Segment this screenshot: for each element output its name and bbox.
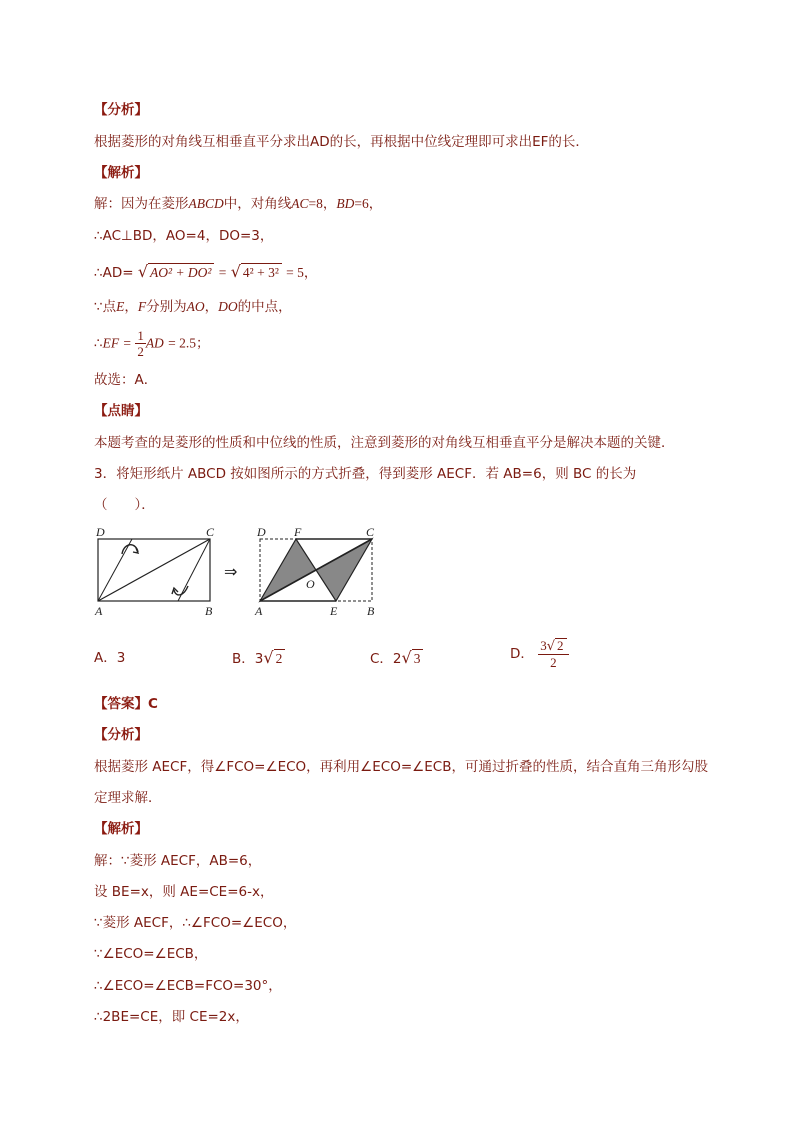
text: =8，	[308, 196, 337, 211]
radical-icon: √	[401, 648, 412, 667]
heading-comment: 【点睛】	[94, 403, 148, 419]
label-a: A	[255, 604, 263, 618]
heading-analysis-1: 【分析】	[94, 102, 148, 118]
var-ad: AD	[145, 335, 164, 351]
radicand: 3	[412, 649, 424, 668]
heading-solution-1: 【解析】	[94, 165, 148, 181]
figure-rectangle	[92, 524, 222, 620]
heading-solution-2: 【解析】	[94, 821, 148, 837]
radicand: 2	[555, 638, 567, 653]
label-f: F	[294, 525, 302, 539]
var-ef: EF	[102, 335, 120, 351]
question-stem: 3．将矩形纸片 ABCD 按如图所示的方式折叠，得到菱形 AECF．若 AB=6，则 BC 的长为	[94, 466, 637, 482]
solution-line-4	[94, 297, 292, 317]
diagonal-ac	[260, 539, 372, 601]
solution-line-1	[94, 194, 382, 214]
text: =	[218, 265, 227, 280]
var-e: E	[116, 299, 125, 314]
text: ，	[204, 299, 219, 315]
var-ao: AO	[186, 299, 205, 314]
numerator: 1	[137, 328, 144, 343]
label-a: A	[95, 604, 103, 618]
text: ∴AD=	[94, 265, 134, 281]
label-e: E	[330, 604, 338, 618]
shaded-triangle-right	[316, 539, 372, 601]
radical-icon: √	[263, 648, 274, 667]
label-b: B	[367, 604, 375, 618]
solution2-line-3: ∵菱形 AECF，∴∠FCO=∠ECO，	[94, 915, 297, 931]
label-o: O	[306, 577, 315, 591]
text: = 2.5；	[168, 335, 210, 351]
text: 3	[540, 638, 547, 653]
radical-icon: √	[230, 262, 241, 281]
solution2-line-4: ∵∠ECO=∠ECB，	[94, 946, 208, 962]
solution2-line-6: ∴2BE=CE，即 CE=2x，	[94, 1009, 249, 1025]
text: ∴	[94, 335, 103, 352]
text: B．3	[232, 651, 264, 667]
text: 分别为	[146, 299, 187, 315]
heading-analysis-2: 【分析】	[94, 727, 148, 743]
label-d: D	[96, 525, 105, 539]
var-bd: BD	[336, 196, 355, 211]
text: ，	[124, 299, 138, 315]
question-bracket: （ ）．	[94, 497, 155, 513]
numerator	[538, 638, 568, 655]
fraction	[538, 638, 568, 670]
radical-icon: √	[546, 639, 555, 654]
text: =	[123, 335, 132, 351]
solution2-line-2: 设 BE=x，则 AE=CE=6-x，	[94, 884, 274, 900]
solution2-line-5: ∴∠ECO=∠ECB=FCO=30°，	[94, 978, 282, 994]
radical-icon: √	[137, 262, 149, 281]
label-b: B	[205, 604, 213, 618]
text: D．	[510, 646, 534, 662]
solution2-line-1: 解：∵菱形 AECF，AB=6，	[94, 853, 262, 869]
shaded-triangle-left	[260, 539, 316, 601]
solution-line-2: ∴AC⊥BD，AO=4，DO=3，	[94, 228, 274, 244]
var-abcd: ABCD	[188, 196, 224, 211]
option-d	[510, 638, 569, 670]
fraction	[135, 328, 146, 359]
var-f: F	[137, 299, 147, 314]
solution-line-6: 故选：A．	[94, 372, 158, 388]
comment-text: 本题考查的是菱形的性质和中位线的性质，注意到菱形的对角线互相垂直平分是解决本题的关键．	[94, 435, 675, 451]
text: 的中点，	[237, 299, 292, 315]
denominator: 2	[137, 344, 144, 359]
analysis-text-2a: 根据菱形 AECF，得∠FCO=∠ECO，再利用∠ECO=∠ECB，可通过折叠的性质，结合直角三角形勾股	[94, 759, 708, 775]
var-do: DO	[218, 299, 238, 314]
option-c	[370, 648, 423, 669]
text: ∵点	[94, 299, 117, 315]
answer: 【答案】C	[94, 696, 158, 712]
label-c: C	[366, 525, 375, 539]
solution-line-3	[94, 262, 317, 283]
figure-rhombus	[252, 524, 382, 620]
text: 中，对角线	[223, 196, 292, 212]
label-c: C	[206, 525, 215, 539]
text: C．2	[370, 651, 402, 667]
analysis-text-1: 根据菱形的对角线互相垂直平分求出AD的长，再根据中位线定理即可求出EF的长．	[94, 134, 589, 150]
radicand: 2	[274, 649, 286, 668]
text: = 5，	[286, 265, 318, 280]
text: =6，	[354, 196, 383, 211]
solution-line-5	[94, 328, 209, 359]
analysis-text-2b: 定理求解．	[94, 790, 162, 806]
option-a: A．3	[94, 650, 126, 666]
var-ac: AC	[291, 196, 309, 211]
label-d: D	[257, 525, 266, 539]
option-b	[232, 648, 285, 669]
denominator: 2	[550, 655, 557, 670]
radicand-2: 4² + 3²	[241, 263, 282, 282]
radicand-1: AO² + DO²	[148, 263, 214, 282]
transform-arrow-icon: ⇒	[224, 562, 238, 581]
text: 解：因为在菱形	[94, 196, 189, 212]
